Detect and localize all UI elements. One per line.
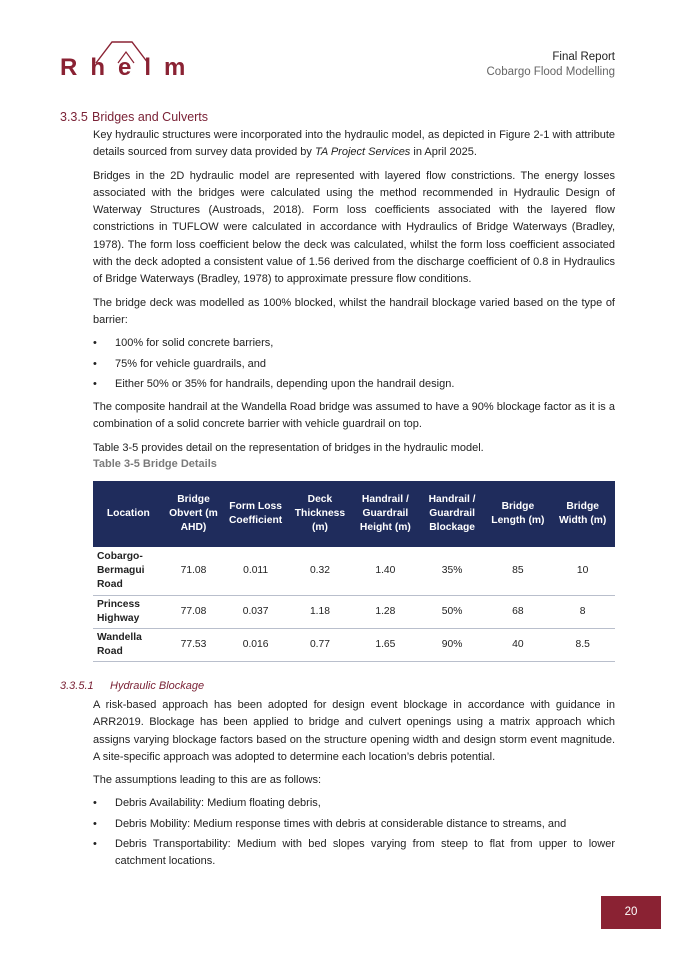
bullet-icon: •: [93, 797, 97, 810]
table-cell: 8.5: [550, 629, 615, 662]
column-header: Bridge Obvert (m AHD): [164, 481, 224, 547]
list-item: • Debris Availability: Medium floating debris,: [93, 795, 615, 812]
table-cell: Princess Highway: [93, 596, 164, 629]
rhelm-logo: [60, 38, 199, 82]
table-row: [93, 629, 615, 662]
bridge-details-table: [93, 481, 615, 662]
list-item: • Debris Transportability: Medium with bed slopes varying from steep to flat from upper to lower catchment locations.: [93, 838, 615, 868]
list-item: • Either 50% or 35% for handrails, depending upon the handrail design.: [93, 376, 615, 393]
table-cell: 50%: [419, 596, 486, 629]
column-header: Location: [93, 481, 164, 547]
table-cell: 10: [550, 547, 615, 596]
bullet-icon: •: [93, 817, 97, 830]
table-cell: Cobargo-Bermagui Road: [93, 547, 164, 596]
paragraph-4: The composite handrail at the Wandella Road bridge was assumed to have a 90% blockage factor as it is a combination of a solid concrete barrier with vehicle guardrail on top.: [93, 401, 615, 431]
blockage-list: [93, 335, 615, 393]
bullet-icon: •: [93, 357, 97, 370]
list-item: • 75% for vehicle guardrails, and: [93, 356, 615, 373]
bullet-icon: •: [93, 377, 97, 390]
subsection-heading: [60, 680, 204, 692]
section-title: Bridges and Culverts: [92, 110, 209, 124]
project-name: Cobargo Flood Modelling: [486, 66, 615, 78]
table-cell: 0.011: [223, 547, 288, 596]
table-cell: Wandella Road: [93, 629, 164, 662]
column-header: Handrail / Guardrail Height (m): [352, 481, 419, 547]
column-header: Form Loss Coefficient: [223, 481, 288, 547]
paragraph-2: Bridges in the 2D hydraulic model are represented with layered flow constrictions. The energy losses associated with the bridges were calculated using the method recommended in Hydraulic Design of Waterway Structures (Austroads, 2018). Form loss coefficients associated with the layered flow constrictions in TUFLOW were calculated in accordance with Hydraulics of Bridge Waterways (Bradley, 1978). The form loss coefficient below the deck was calculated, whilst the form loss coefficient associated with the deck adopted a consistent value of 1.56 derived from the discharge coefficient of 0.8 in Hydraulics of Bridge Waterways (Bradley, 1978) to approximate pressure flow conditions.: [93, 169, 615, 286]
svg-text:Rhelm: Rhelm: [60, 54, 199, 81]
subsection-title: Hydraulic Blockage: [110, 680, 205, 692]
table-cell: 0.016: [223, 629, 288, 662]
column-header: Bridge Width (m): [550, 481, 615, 547]
paragraph-6: A risk-based approach has been adopted for design event blockage in accordance with guidance in ARR2019. Blockage has been applied to bridge and culvert openings using a matrix approach which assigns varying blockage factors based on the structure opening width and design storm event magnitude. A site-specific approach was adopted to determine each location’s debris potential.: [93, 699, 615, 763]
table-cell: 77.53: [164, 629, 224, 662]
paragraph-5: Table 3-5 provides detail on the representation of bridges in the hydraulic model.: [93, 441, 484, 454]
report-header: [487, 50, 616, 80]
table-cell: 1.65: [352, 629, 419, 662]
table-row: [93, 547, 615, 596]
paragraph-3: The bridge deck was modelled as 100% blocked, whilst the handrail blockage varied based on the type of barrier:: [93, 296, 615, 326]
subsection-number: 3.3.5.1: [60, 680, 94, 692]
report-type: Final Report: [552, 51, 615, 63]
section-body: [93, 127, 615, 463]
table-caption: Table 3-5 Bridge Details: [93, 458, 217, 470]
paragraph-1: Key hydraulic structures were incorporated into the hydraulic model, as depicted in Figure 2-1 with attribute details sourced from survey data provided by TA Project Services in April 2025.: [93, 129, 615, 159]
column-header: Handrail / Guardrail Blockage: [419, 481, 486, 547]
bullet-icon: •: [93, 838, 97, 851]
table-cell: 85: [485, 547, 550, 596]
table-cell: 68: [485, 596, 550, 629]
table-cell: 90%: [419, 629, 486, 662]
table-cell: 40: [485, 629, 550, 662]
table-cell: 8: [550, 596, 615, 629]
emphasis-text: TA Project Services: [314, 146, 411, 159]
table-cell: 1.40: [352, 547, 419, 596]
column-header: Bridge Length (m): [485, 481, 550, 547]
table-cell: 35%: [419, 547, 486, 596]
section-heading: [60, 110, 208, 124]
table-cell: 71.08: [164, 547, 224, 596]
list-item: • Debris Mobility: Medium response times with debris at considerable distance to streams, and: [93, 816, 615, 833]
table-cell: 0.32: [288, 547, 352, 596]
table-header-row: [93, 481, 615, 547]
table-cell: 1.28: [352, 596, 419, 629]
subsection-body: [93, 697, 615, 877]
bullet-icon: •: [93, 337, 97, 350]
table-cell: 0.037: [223, 596, 288, 629]
paragraph-7: The assumptions leading to this are as follows:: [93, 774, 322, 787]
table-cell: 0.77: [288, 629, 352, 662]
section-number: 3.3.5: [60, 110, 88, 124]
assumptions-list: [93, 795, 615, 870]
page-number: 20: [601, 896, 661, 929]
column-header: Deck Thickness (m): [288, 481, 352, 547]
table-cell: 1.18: [288, 596, 352, 629]
table-cell: 77.08: [164, 596, 224, 629]
list-item: • 100% for solid concrete barriers,: [93, 335, 615, 352]
table-row: [93, 596, 615, 629]
